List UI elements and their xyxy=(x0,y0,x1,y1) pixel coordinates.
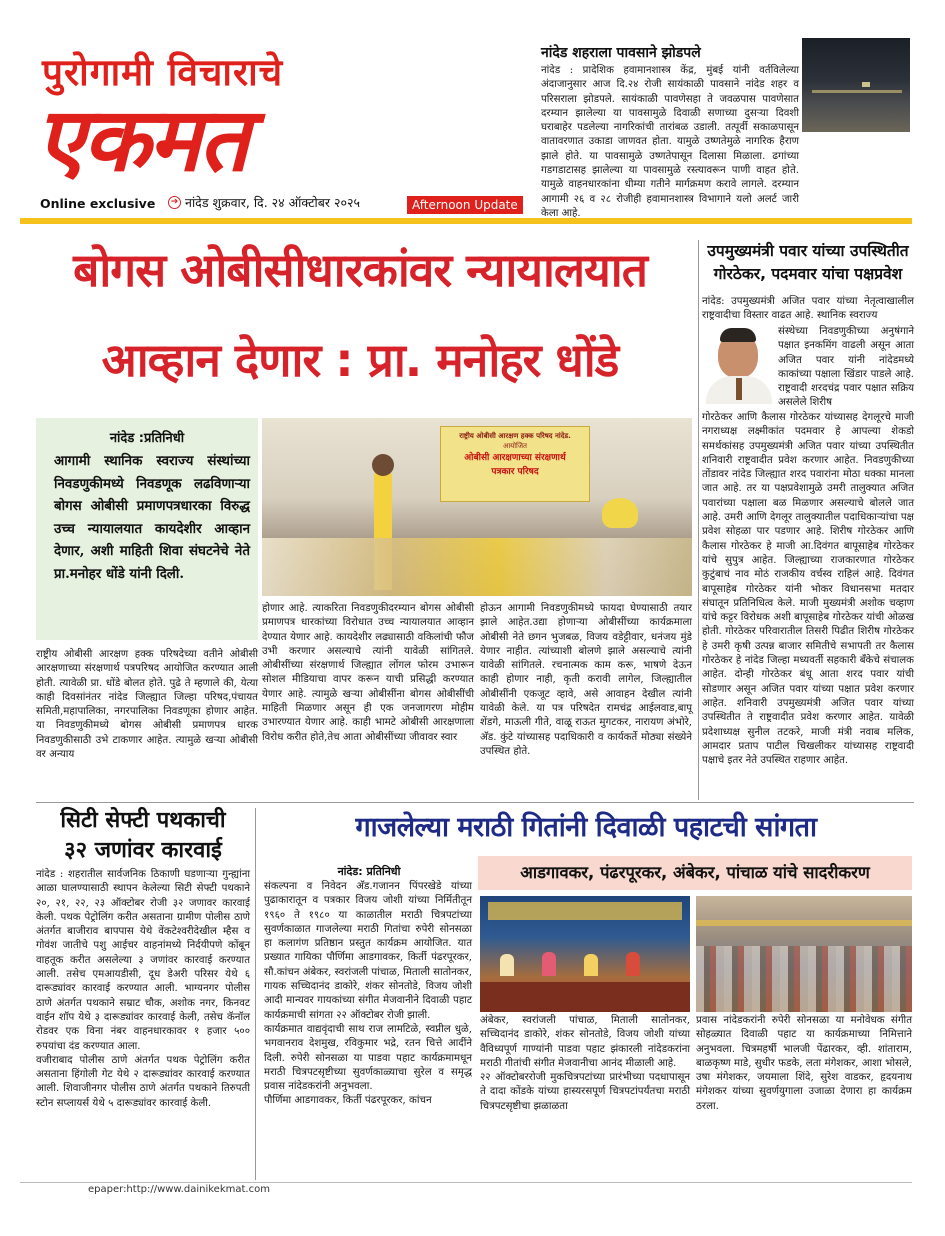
diwali-byline: नांदेड: प्रतिनिधी xyxy=(337,865,401,878)
lead-headline-line2: आव्हान देणार : प्रा. मनोहर धोंडे xyxy=(101,333,619,387)
lead-headline-line1: बोगस ओबीसीधारकांवर न्यायालयात xyxy=(73,243,647,297)
ncp-divider xyxy=(698,240,699,800)
diwali-col-1: संकल्पना व निवेदन अ‍ॅड.गजानन पिंपरखेडे यांच्या पुढाकारातून व पत्रकार विजय जोशी यांच्या निर्मितीतून १९६० ते १९८० या काळातील मराठी चित्रपटांच्या सुवर्णकाळात गाजलेल्या मराठी गितांचा रुपेरी सोनसळा हा कलागंण प्रतिष्ठान प्रस्तुत कार्यक्रम आयोजित. यात प्रख्यात गायिका पौर्णिमा आडगावकर, किर्ती पंढरपूरकर, सौ.कांचन अंबेकर, स्वरांजली पांचाळ, मिताली सातोनकर, गायक सच्चिदानंद डाकोरे, शंकर सोनतोडे, विजय जोशी आदी मान्यवर गायकांच्या संगीत मेजवानीने दिवाळी पहाट कार्यक्रमाची सांगता २२ ऑक्टोबर रोजी झाली. कार्यक्रमात वाद्यवृंदाची साथ राज लामटिळे, स्वप्नील धुळे, भगवानराव देशमुख, रविकुमार भद्रे, रतन चित्ते आदींने दिली. रुपेरी सोनसळा या पाडवा पहाट कार्यक्रमामधून मराठी चित्रपटसृष्टीच्या सुवर्णकाळ्याचा सुरेल व समृद्ध प्रवास नांदेडकरांनी अनुभवला. पौर्णिमा आडगावकर, किर्ती पंढरपूरकर, कांचन xyxy=(264,881,472,1107)
lead-byline: नांदेड :प्रतिनिधी xyxy=(109,431,185,446)
rain-photo xyxy=(802,38,910,132)
city-safety-divider xyxy=(255,808,256,1180)
diwali-subhead-box xyxy=(478,856,912,890)
rain-body: नांदेड : प्रादेशिक हवामानशास्त्र केंद्र, मुंबई यांनी वर्तविलेल्या अंदाजानुसार आज दि.२४ रोजी सायंकाळी पावसाने नांदेड शहर व परिसराला झोडपले. सायंकाळी पावणेसहा ते जवळपास पावणेसात दरम्यान झालेल्या या पावसामुळे दिवाळी सणाच्या दुसऱ्या दिवशी घराबाहेर पडलेल्या नागरिकांची तारांबळ उडाली. तत्पूर्वी सकाळपासून वातावरणात उकाडा जाणवत होता. यामुळे उष्णतेमुळे नागरिक हैराण झाले होते. या पावसामुळे उष्णतेपासून दिलासा मिळाला. ढगांच्या गडगडाटासह झालेल्या या पावसामुळे रस्त्यावरून पाणी वाहत होते. यामुळे वाहनधारकांना धीम्या गतीने मार्गक्रमण करावे लागले. दरम्यान आगामी २६ व २८ रोजीही हवामानशास्त्र विभागाने यलो अलर्ट जारी केला आहे. xyxy=(541,65,799,219)
ncp-headline: उपमुख्यमंत्री पवार यांच्या उपस्थितीत गोरठेकर, पदमवार यांचा पक्षप्रवेश xyxy=(707,242,909,283)
diwali-stage-photo xyxy=(480,896,690,1012)
banner-line-4: पत्रकार परिषद xyxy=(491,467,539,477)
diwali-headline: गाजलेल्या मराठी गितांनी दिवाळी पहाटची सांगता xyxy=(355,812,817,843)
section-rule xyxy=(36,802,914,803)
masthead-logo-name: एकमत xyxy=(36,88,248,191)
online-exclusive-label: Online exclusive xyxy=(40,196,156,211)
footer-url[interactable]: epaper:http://www.dainikekmat.com xyxy=(88,1184,270,1195)
lead-photo xyxy=(262,418,692,596)
dateline-text: नांदेड शुक्रवार, दि. २४ ऑक्टोबर २०२५ xyxy=(185,195,360,210)
lead-col-2: होणार आहे. त्याकरिता निवडणुकीदरम्यान बोगस ओबीसी प्रमाणपत्र धारकांच्या विरोधात उच्च न्यायालयात आव्हान देण्यात येणार आहे. कायदेशीर लढ्यासाठी वकिलांची फौज उभी करणार असल्याचे त्यांनी यावेळी सांगितले. ओबीसींच्या संरक्षणार्थ जिल्ह्यात लोंगल फोरम उभारून सोशल मीडियाचा वापर करून याची प्रसिद्धी करण्यात येणार आहे. त्यामुळे खऱ्या ओबीसींना बोगस ओबीसींची माहिती मिळणार असून ही एक जनजागरण मोहीम उभारण्यात येणार आहे. काही भामटे ओबीसी आरक्षणाला विरोध करीत होते,तेच आता ओबीसींच्या जीवावर स्वार xyxy=(262,603,474,743)
banner-line-2: आयोजित xyxy=(502,442,528,450)
masthead-tagline: पुरोगामी विचाराचे xyxy=(42,51,284,94)
city-safety-headline-1: सिटी सेफ्टी पथकाची xyxy=(60,808,226,833)
ncp-portrait xyxy=(702,326,776,404)
diwali-col-3: प्रवास नांदेडकरांनी रुपेरी सोनसळा या मनोवेधक संगीत सोहळ्यात दिवाळी पहाट या कार्यक्रमाच्या निमित्ताने अनुभवला. चित्रमहर्षी भालजी पेंढारकर, व्ही. शांताराम, बाळकृष्ण माडे, सुधीर फडके, लता मंगेशकर, आशा भोसले, उषा मंगेशकर, जयमाला शिंदे, सुरेश वाडकर, हृदयनाथ मंगेशकर यांच्या सुवर्णयुगाला उजाळा देणारा हा कार्यक्रम ठरला. xyxy=(696,1015,912,1112)
lead-intro: आगामी स्थानिक स्वराज्य संस्थांच्या निवडणुकीमध्ये निवडणूक लढविणाऱ्या बोगस ओबीसी प्रमाणपत्रधारका विरुद्ध उच्च न्यायालयात कायदेशीर आव्हान देणार, अशी माहिती शिवा संघटनेचे नेते प्रा.मनोहर धोंडे यांनी दिली. xyxy=(54,453,250,582)
banner-line-1: राष्ट्रीय ओबीसी आरक्षण हक्क परिषद नांदेड. xyxy=(459,432,571,440)
diwali-subhead: आडगावकर, पंढरपूरकर, अंबेकर, पांचाळ यांचे सादरीकरण xyxy=(520,863,870,882)
masthead-rule xyxy=(20,218,912,224)
arrow-right-icon: ➔ xyxy=(168,196,181,209)
lead-col-1: राष्ट्रीय ओबीसी आरक्षण हक्क परिषदेच्या वतीने ओबीसी आरक्षणाच्या संरक्षणार्थ पत्रपरिषद आयोजित करण्यात आली होती. त्यावेळी प्रा. धोंडे बोलत होते. पुढे ते म्हणाले की, येत्या काही दिवसांनंतर नांदेड जिल्ह्यात जिल्हा परिषद,पंचायत समिती,महापालिका, नगरपालिका निवडणूका होणार आहेत. या निवडणुकीमध्ये बोगस ओबीसी प्रमाणपत्र धारक निवडणुकीसाठी उभे टाकणार आहेत. त्यामुळे खऱ्या ओबीसी वर अन्याय xyxy=(36,649,258,761)
ncp-body-top: नांदेड: उपमुख्यमंत्री अजित पवार यांच्या नेतृत्वाखालील राष्ट्रवादीचा विस्तार वाढत आहे. स्थानिक स्वराज्य xyxy=(702,296,914,322)
rain-headline: नांदेड शहराला पावसाने झोडपले xyxy=(541,45,701,61)
diwali-col-2: अंबेकर, स्वरांजली पांचाळ, मिताली सातोनकर, सच्चिदानंद डाकोरे, शंकर सोनतोडे, विजय जोशी यांच्या वैविध्यपूर्ण गाण्यांनी पाडवा पहाट झंकारली नांदेडकरांना मराठी गीतांची संगीत मेजवानीचा आनंद मीळाली आहे. २२ ऑक्टोबररोजी मुकचित्रपटांच्या प्रारंभीच्या पदधापासून ते दादा कोंडके यांच्या हास्यरसपूर्ण चित्रपटांपर्यंतचा मराठी चित्रपटसृष्टीचा झळाळता xyxy=(480,1015,690,1112)
banner-line-3: ओबीसी आरक्षणाच्या संरक्षणार्थ xyxy=(464,453,566,463)
city-safety-headline-2: ३२ जणांवर कारवाई xyxy=(64,838,222,863)
edition-badge: Afternoon Update xyxy=(407,196,523,214)
lead-col-3: होऊन आगामी निवडणुकीमध्ये फायदा घेण्यासाठी तयार झाले आहेत.उद्या होणाऱ्या ओबीसींच्या कार्यक्रमाला ओबीसी नेते छगन भुजबळ, विजय वडेट्टीवार, धनंजय मुंडे येणार नाहीत. त्यांच्याशी बोलणे झाले असल्याचे त्यांनी यावेळी सांगितले. रचनात्मक काम करू, भाषणे देऊन काही होणार नाही, कृती करावी लागेल, जिल्ह्यातील ओबीसींनी एकजूट व्हावे, असे आवाहन देखील त्यांनी यावेळी केले. या पत्र परिषदेत रामचंद्र आईलवाड,बापू शेंडगे, माऊली गीते, वाळू राऊत मुगटकर, नारायण अंभोरे, अ‍ॅड. कुंटे यांच्यासह पदाधिकारी व कार्यकर्ते मोठ्या संख्येने उपस्थित होते. xyxy=(480,603,692,757)
lead-photo-banner xyxy=(440,426,590,502)
rain-body-wide xyxy=(541,144,911,204)
diwali-audience-photo xyxy=(696,896,912,1012)
dateline xyxy=(168,194,360,211)
city-safety-body: नांदेड : शहरातील सार्वजनिक ठिकाणी घडणाऱ्या गुन्ह्यांना आळा घालण्यासाठी स्थापन केलेल्या सिटी सेफ्टी पथकाने २०, २१, २२, २३ ऑक्टोबर रोजी ३२ जणावर कारवाई केली. पथक पेट्रोलिंग करीत असताना ग्रामीण पोलीस ठाणे अंतर्गत बाजीराव बापपास येथे वेंकटेश्वरीदेखील म्हैस व गोवंश जातीचे पशु आईचर वाहनांमध्ये निर्दयीपणे कोंबून वाहतूक करीत असलेल्या ३ जणांवर कारवाई करण्यात आली. तसेच एमआयडीसी, दूध डेअरी परिसर येथे ६ दारूड्यांवर कारवाई करण्यात आली. भाग्यनगर पोलीस ठाणे अंतर्गत पथकाने सम्राट चौक, अशोक नगर, किनवट वाईन शॉप येथे ३ दारूड्यांवर कारवाई केली, तसेच कॅनॉल रोडवर एक विना नंबर वाहनधारकावर १ हजार ५०० रुपयांचा दंड करण्यात आला. वजीराबाद पोलीस ठाणे अंतर्गत पथक पेट्रोलिंग करीत असताना हिंगोली गेट येथे २ दारूड्यांवर कारवाई करण्यात आली. शिवाजीनगर पोलीस ठाणे अंतर्गत पथकाने तिरुपती स्टोन सप्लायर्स येथे ५ दारूड्यांवर कारवाई केली. xyxy=(36,869,250,1109)
footer-rule xyxy=(20,1182,912,1183)
lead-intro-box xyxy=(36,418,258,640)
ncp-body-rest: गोरठेकर आणि कैलास गोरठेकर यांच्यासह देगलूरचे माजी नगराध्यक्ष लक्ष्मीकांत पदमवार हे आपल्या शेकडो समर्थकांसह उपमुख्यमंत्री अजित पवार यांच्या उपस्थितीत शनिवारी राष्ट्रवादीत प्रवेश करणार आहेत. निवडणुकीच्या तोंडावर नांदेड जिल्ह्यात शरद पवारांना मोठा धक्का मानला जात आहे. तर या पक्षप्रवेशामुळे उमरी तालुक्यात अजित पवारांच्या पक्षाला बळ मिळणार असल्याचे बोलले जात आहे. उमरी आणि देगलूर तालुक्यातील पदाधिकाऱ्यांचा पक्ष प्रवेश सोहळा पार पडणार आहे. शिरीष गोरठेकर आणि कैलास गोरठेकर हे माजी आ.दिवंगत बापूसाहेब गोरठेकर यांचे सुपुत्र आहेत. जिल्ह्याच्या राजकारणात गोरठेकर कुटुंबाचं नाव मोठं राजकीय वर्चस्व राहिलं आहे. दिवंगत बापूसाहेब गोरठेकर यांनी भोकर विधानसभा मतदार संघातून प्रतिनिधित्व केले. माजी मुख्यमंत्री अशोक चव्हाण यांचे कट्टर विरोधक अशी बापूसाहेब गोरठेकर यांची ओळख होती. गोरठेकर परिवारातील तिसरी पिढीत शिरीष गोरठेकर हे उमरी कृषी उत्पन्न बाजार समितीचे सभापती तर कैलास गोरठेकर हे नांदेड जिल्हा मध्यवर्ती सहकारी बँकेचे संचालक आहेत. दोन्ही गोरठेकर बंधू आता शरद पवार यांची सोडणार असून अजित पवार यांच्या पक्षात प्रवेश करणार आहेत. शनिवारी उपमुख्यमंत्री अजित पवार यांच्या उपस्थितीत ते राष्ट्रवादीत प्रवेश करणार आहेत. यावेळी प्रदेशाध्यक्ष सुनील तटकरे, माजी मंत्री नवाब मलिक, आमदार प्रताप पाटील चिखलीकर यांच्यासह राष्ट्रवादी पक्षाचे इतर नेते उपस्थित राहणार आहेत. xyxy=(702,412,914,767)
ncp-body-wrap: संस्थेच्या निवडणुकीच्या अनुषंगाने पक्षात इनकमिंग वाढली असून आता अजित पवार यांनी नांदेडमध्ये काकांच्या पक्षाला खिंडार पाडले आहे. राष्ट्रवादी शरदचंद्र पवार पक्षात सक्रिय असलेले शिरीष xyxy=(778,326,914,409)
